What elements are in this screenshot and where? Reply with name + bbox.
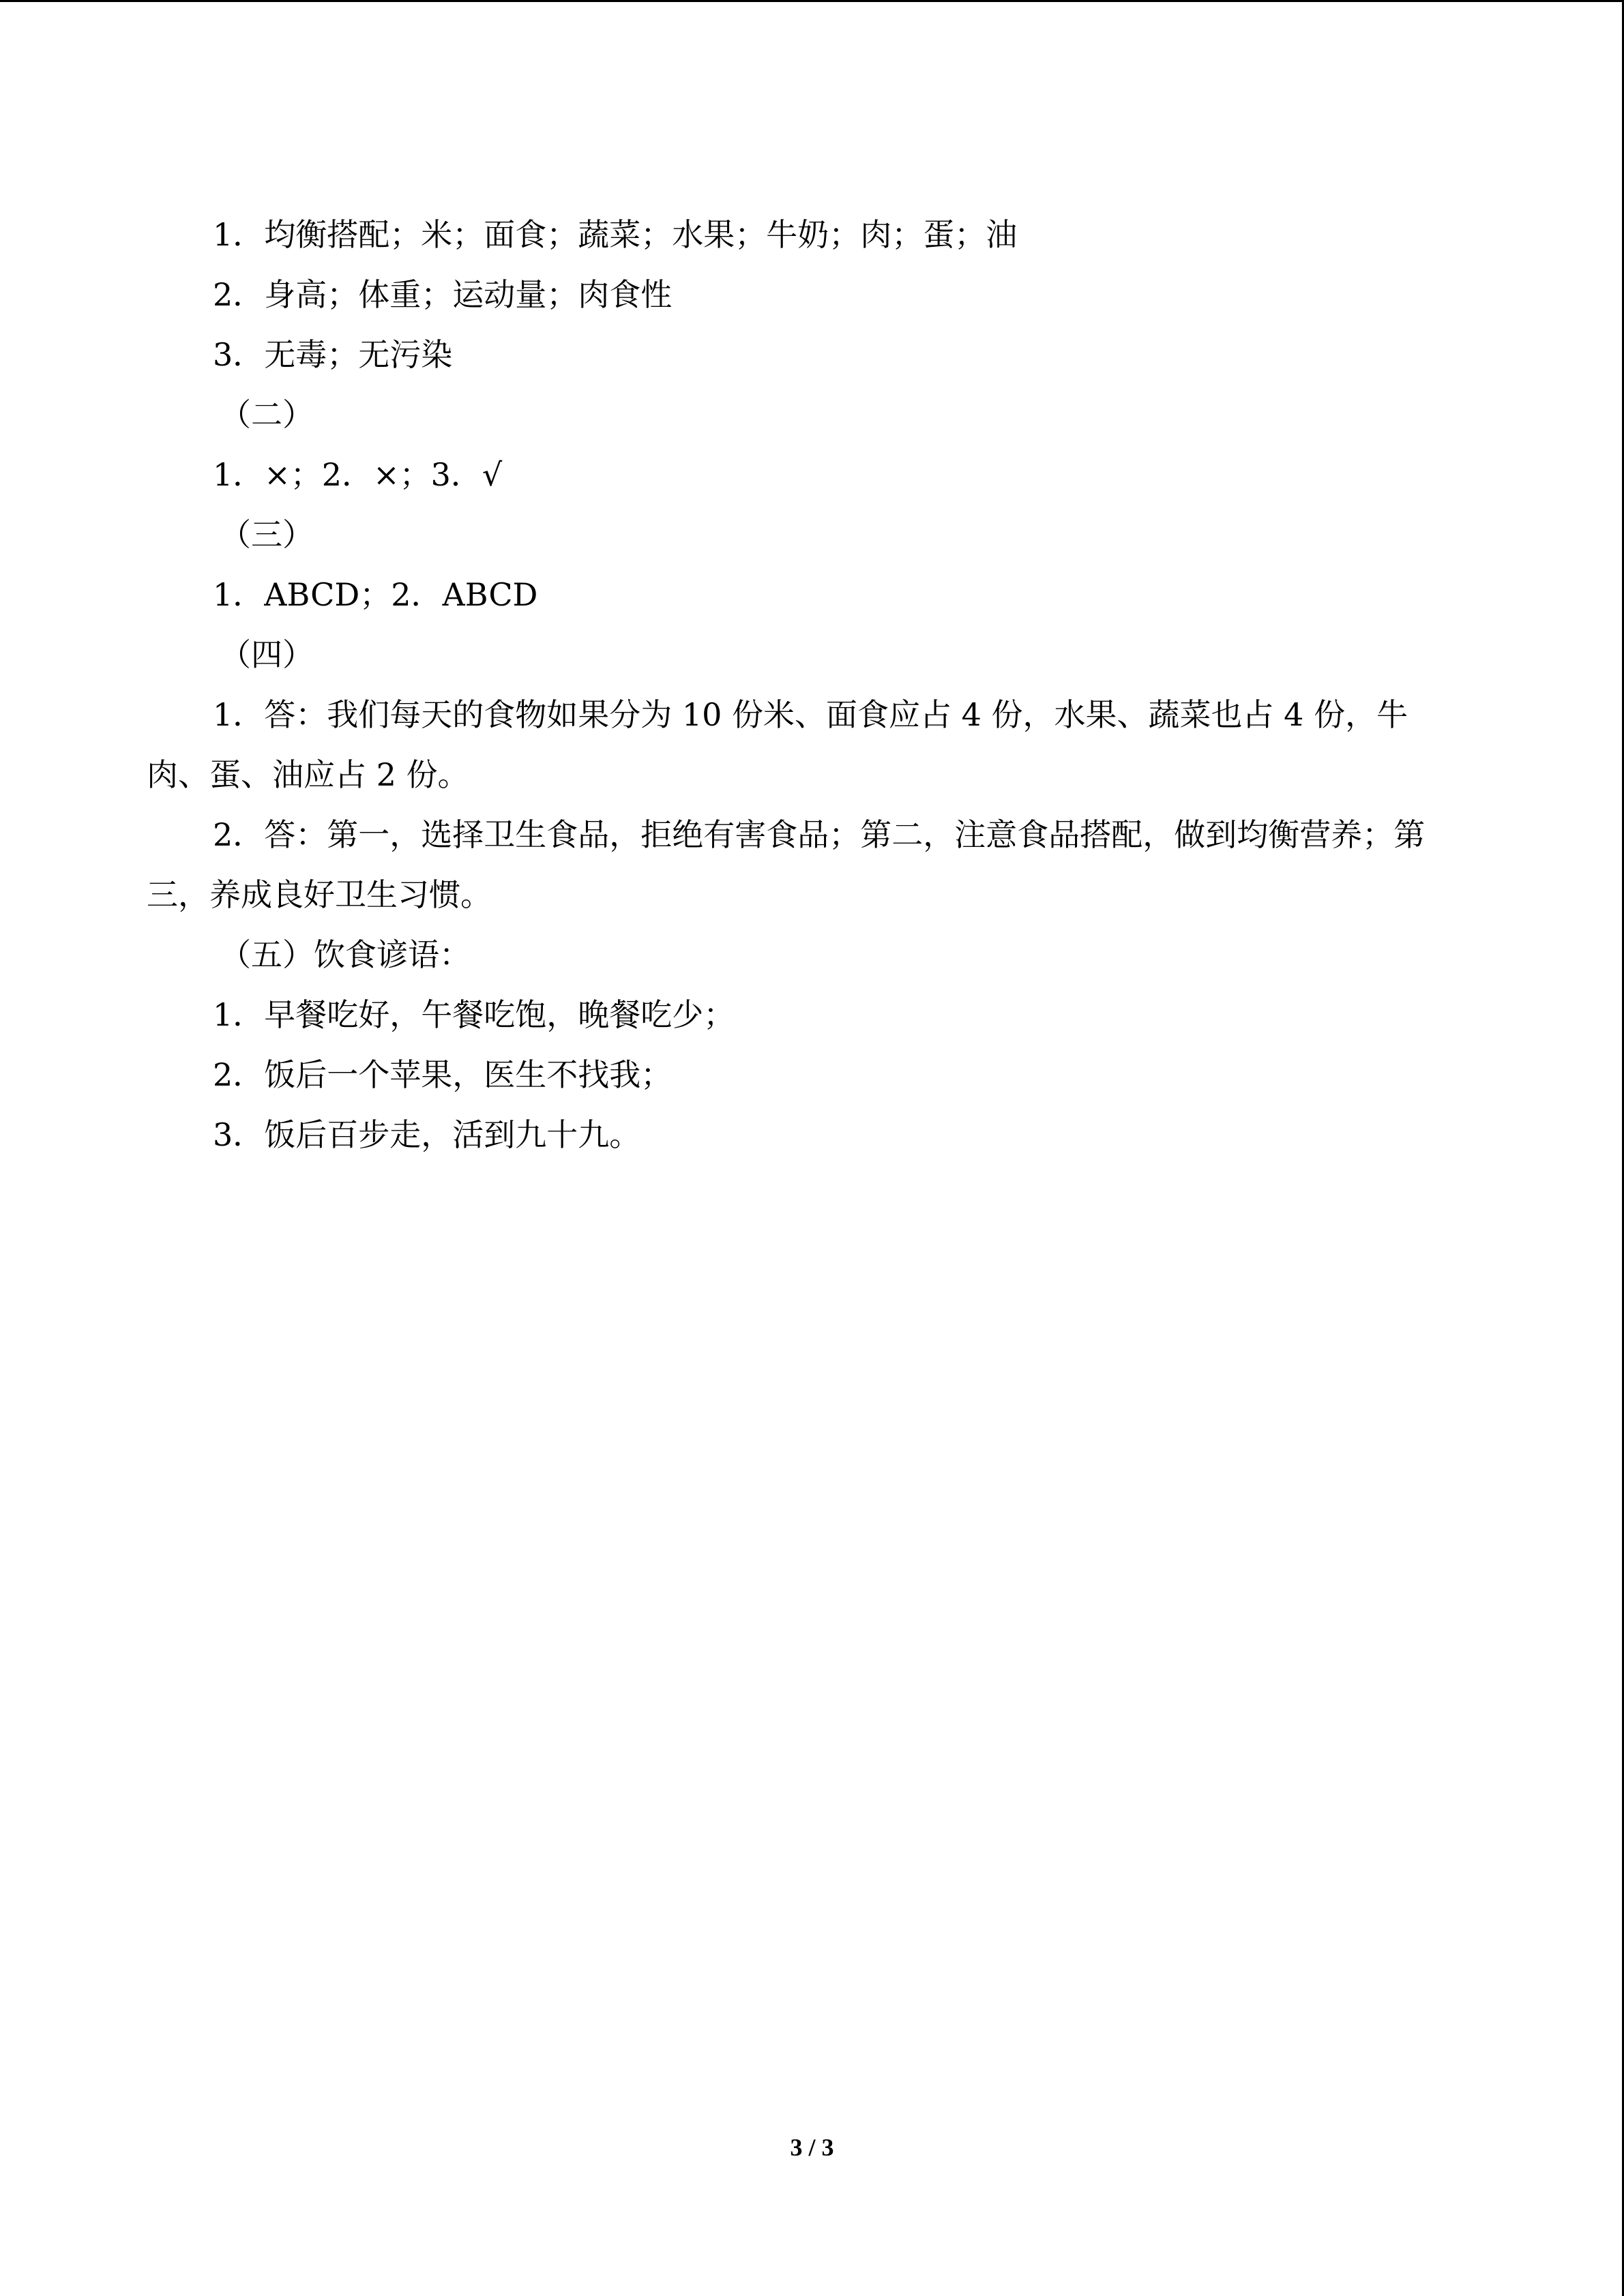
answer-line-5: 1．ABCD；2．ABCD [213, 576, 538, 613]
answer-line-4: 1．×；2．×；3．√ [213, 456, 503, 493]
answer-line-3: 3．无毒；无污染 [213, 336, 453, 373]
proverb-line-3: 3．饭后百步走，活到九十九。 [213, 1116, 641, 1153]
answer-paragraph-1-line-2: 肉、蛋、油应占 2 份。 [147, 756, 469, 793]
answer-paragraph-2-line-2: 三，养成良好卫生习惯。 [147, 876, 492, 913]
section-heading-3: （三） [220, 516, 314, 553]
section-heading-2: （二） [220, 396, 314, 433]
answer-paragraph-2-line-1: 2．答：第一，选择卫生食品，拒绝有害食品；第二，注意食品搭配，做到均衡营养；第 [213, 816, 1426, 853]
answer-line-1: 1．均衡搭配；米；面食；蔬菜；水果；牛奶；肉；蛋；油 [213, 216, 1018, 253]
answer-paragraph-1-line-1: 1．答：我们每天的食物如果分为 10 份米、面食应占 4 份，水果、蔬菜也占 4 份，牛 [213, 696, 1408, 733]
proverb-line-2: 2．饭后一个苹果，医生不找我； [213, 1056, 673, 1093]
section-heading-5: （五）饮食谚语： [220, 936, 471, 973]
document-body [147, 205, 1483, 1165]
page-number: 3 / 3 [790, 2134, 834, 2161]
section-heading-4: （四） [220, 636, 314, 673]
answer-line-2: 2．身高；体重；运动量；肉食性 [213, 276, 673, 313]
proverb-line-1: 1．早餐吃好，午餐吃饱，晚餐吃少； [213, 996, 735, 1033]
